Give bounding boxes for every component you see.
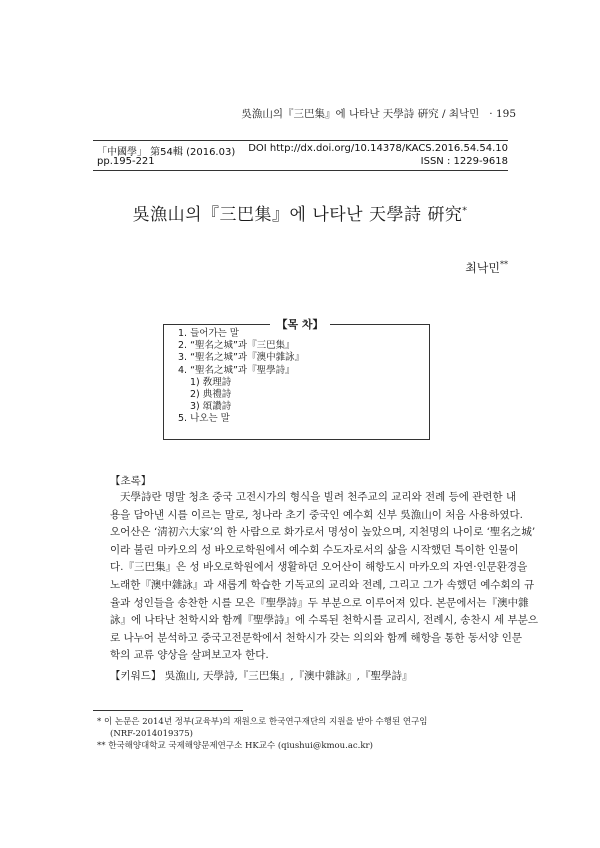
abstract-body bbox=[110, 489, 538, 665]
footnote-rule bbox=[93, 710, 243, 711]
abstract-line: 학의 교류 양상을 살펴보고자 한다. bbox=[110, 649, 269, 662]
paper-title bbox=[0, 200, 600, 225]
toc-item: 2. “聖名之城”과『三巴集』 bbox=[178, 340, 295, 352]
toc-subitem: 2) 典禮詩 bbox=[190, 389, 232, 401]
page-number: · 195 bbox=[489, 108, 516, 120]
author bbox=[465, 259, 508, 276]
meta-bottom-rule bbox=[93, 170, 508, 171]
toc-item: 3. “聖名之城”과『澳中雜詠』 bbox=[178, 352, 305, 364]
meta-top-rule bbox=[93, 140, 508, 141]
footnote-grant-number: (NRF-2014019375) bbox=[110, 729, 193, 739]
title-text: 吳漁山의『三巴集』에 나타난 天學詩 硏究 bbox=[132, 205, 463, 225]
author-footnote-mark: ** bbox=[500, 260, 508, 269]
footnote-author-affiliation: ** 한국해양대학교 국제해양문제연구소 HK교수 (qiushui@kmou.ac.kr) bbox=[97, 741, 373, 751]
abstract-line: 天學詩란 명말 청초 중국 고전시가의 형식을 빌려 천주교의 교리와 전례 등에 관련한 내 bbox=[120, 491, 517, 503]
toc-item: 4. “聖名之城”과『聖學詩』 bbox=[178, 364, 295, 376]
toc-list bbox=[178, 328, 304, 426]
keywords: 【키워드】 吳漁山, 天學詩,『三巴集』,『澳中雜詠』,『聖學詩』 bbox=[110, 670, 413, 682]
footnote-funding: * 이 논문은 2014년 정부(교육부)의 재원으로 한국연구재단의 지원을 받아 수행된 연구임 bbox=[97, 717, 428, 727]
journal-info: 「中國學」 第54輯 (2016.03) bbox=[97, 147, 236, 158]
abstract-line: 다.『三巴集』은 성 바오로학원에서 생활하던 오어산이 해항도시 마카오의 자연·인문환경을 bbox=[110, 561, 528, 574]
abstract-line: 오어산은 ‘淸初六大家’의 한 사람으로 화가로서 명성이 높았으며, 지천명의 나이로 ‘聖名之城’ bbox=[110, 526, 536, 539]
abstract-line: 이라 불린 마카오의 성 바오로학원에서 예수회 수도자로서의 삶을 시작했던 특이한 인물이 bbox=[110, 543, 519, 556]
running-header-title: 吳漁山의『三巴集』에 나타난 天學詩 硏究 / 최낙민 bbox=[241, 108, 480, 120]
abstract-line: 율과 성인들을 송찬한 시를 모은『聖學詩』두 부분으로 이루어져 있다. 본문에서는『澳中雜 bbox=[110, 596, 529, 609]
abstract-label: 【초록】 bbox=[110, 475, 152, 487]
toc-subitem: 1) 敎理詩 bbox=[190, 376, 232, 388]
toc-item: 5. 나오는 말 bbox=[178, 413, 230, 425]
abstract-line: 용을 담아낸 시를 이르는 말로, 청나라 초기 중국인 예수회 신부 吳漁山이 처음 사용하였다. bbox=[110, 508, 523, 521]
toc-item: 1. 들어가는 말 bbox=[178, 328, 239, 339]
toc-heading: 【목 차】 bbox=[0, 316, 600, 332]
title-footnote-mark: * bbox=[462, 206, 468, 217]
abstract-line: 노래한『澳中雜詠』과 새롭게 학습한 기독교의 교리와 전례, 그리고 그가 속했던 예수회의 규 bbox=[110, 578, 535, 591]
page-range: pp.195-221 bbox=[97, 156, 155, 167]
author-name: 최낙민 bbox=[465, 261, 500, 275]
abstract-line: 詠』에 나타난 천학시와 함께『聖學詩』에 수록된 천학시를 교리시, 전례시, 송찬시 세 부분으 bbox=[110, 614, 538, 627]
doi: DOI http://dx.doi.org/10.14378/KACS.2016.54.54.10 bbox=[248, 143, 508, 154]
abstract-line: 로 나누어 분석하고 중국고전문학에서 천학시가 갖는 의의와 함께 해항을 통한 동서양 인문 bbox=[110, 631, 523, 644]
issn: ISSN : 1229-9618 bbox=[420, 156, 508, 167]
running-header bbox=[241, 106, 516, 121]
toc-subitem: 3) 頌讚詩 bbox=[190, 401, 232, 413]
